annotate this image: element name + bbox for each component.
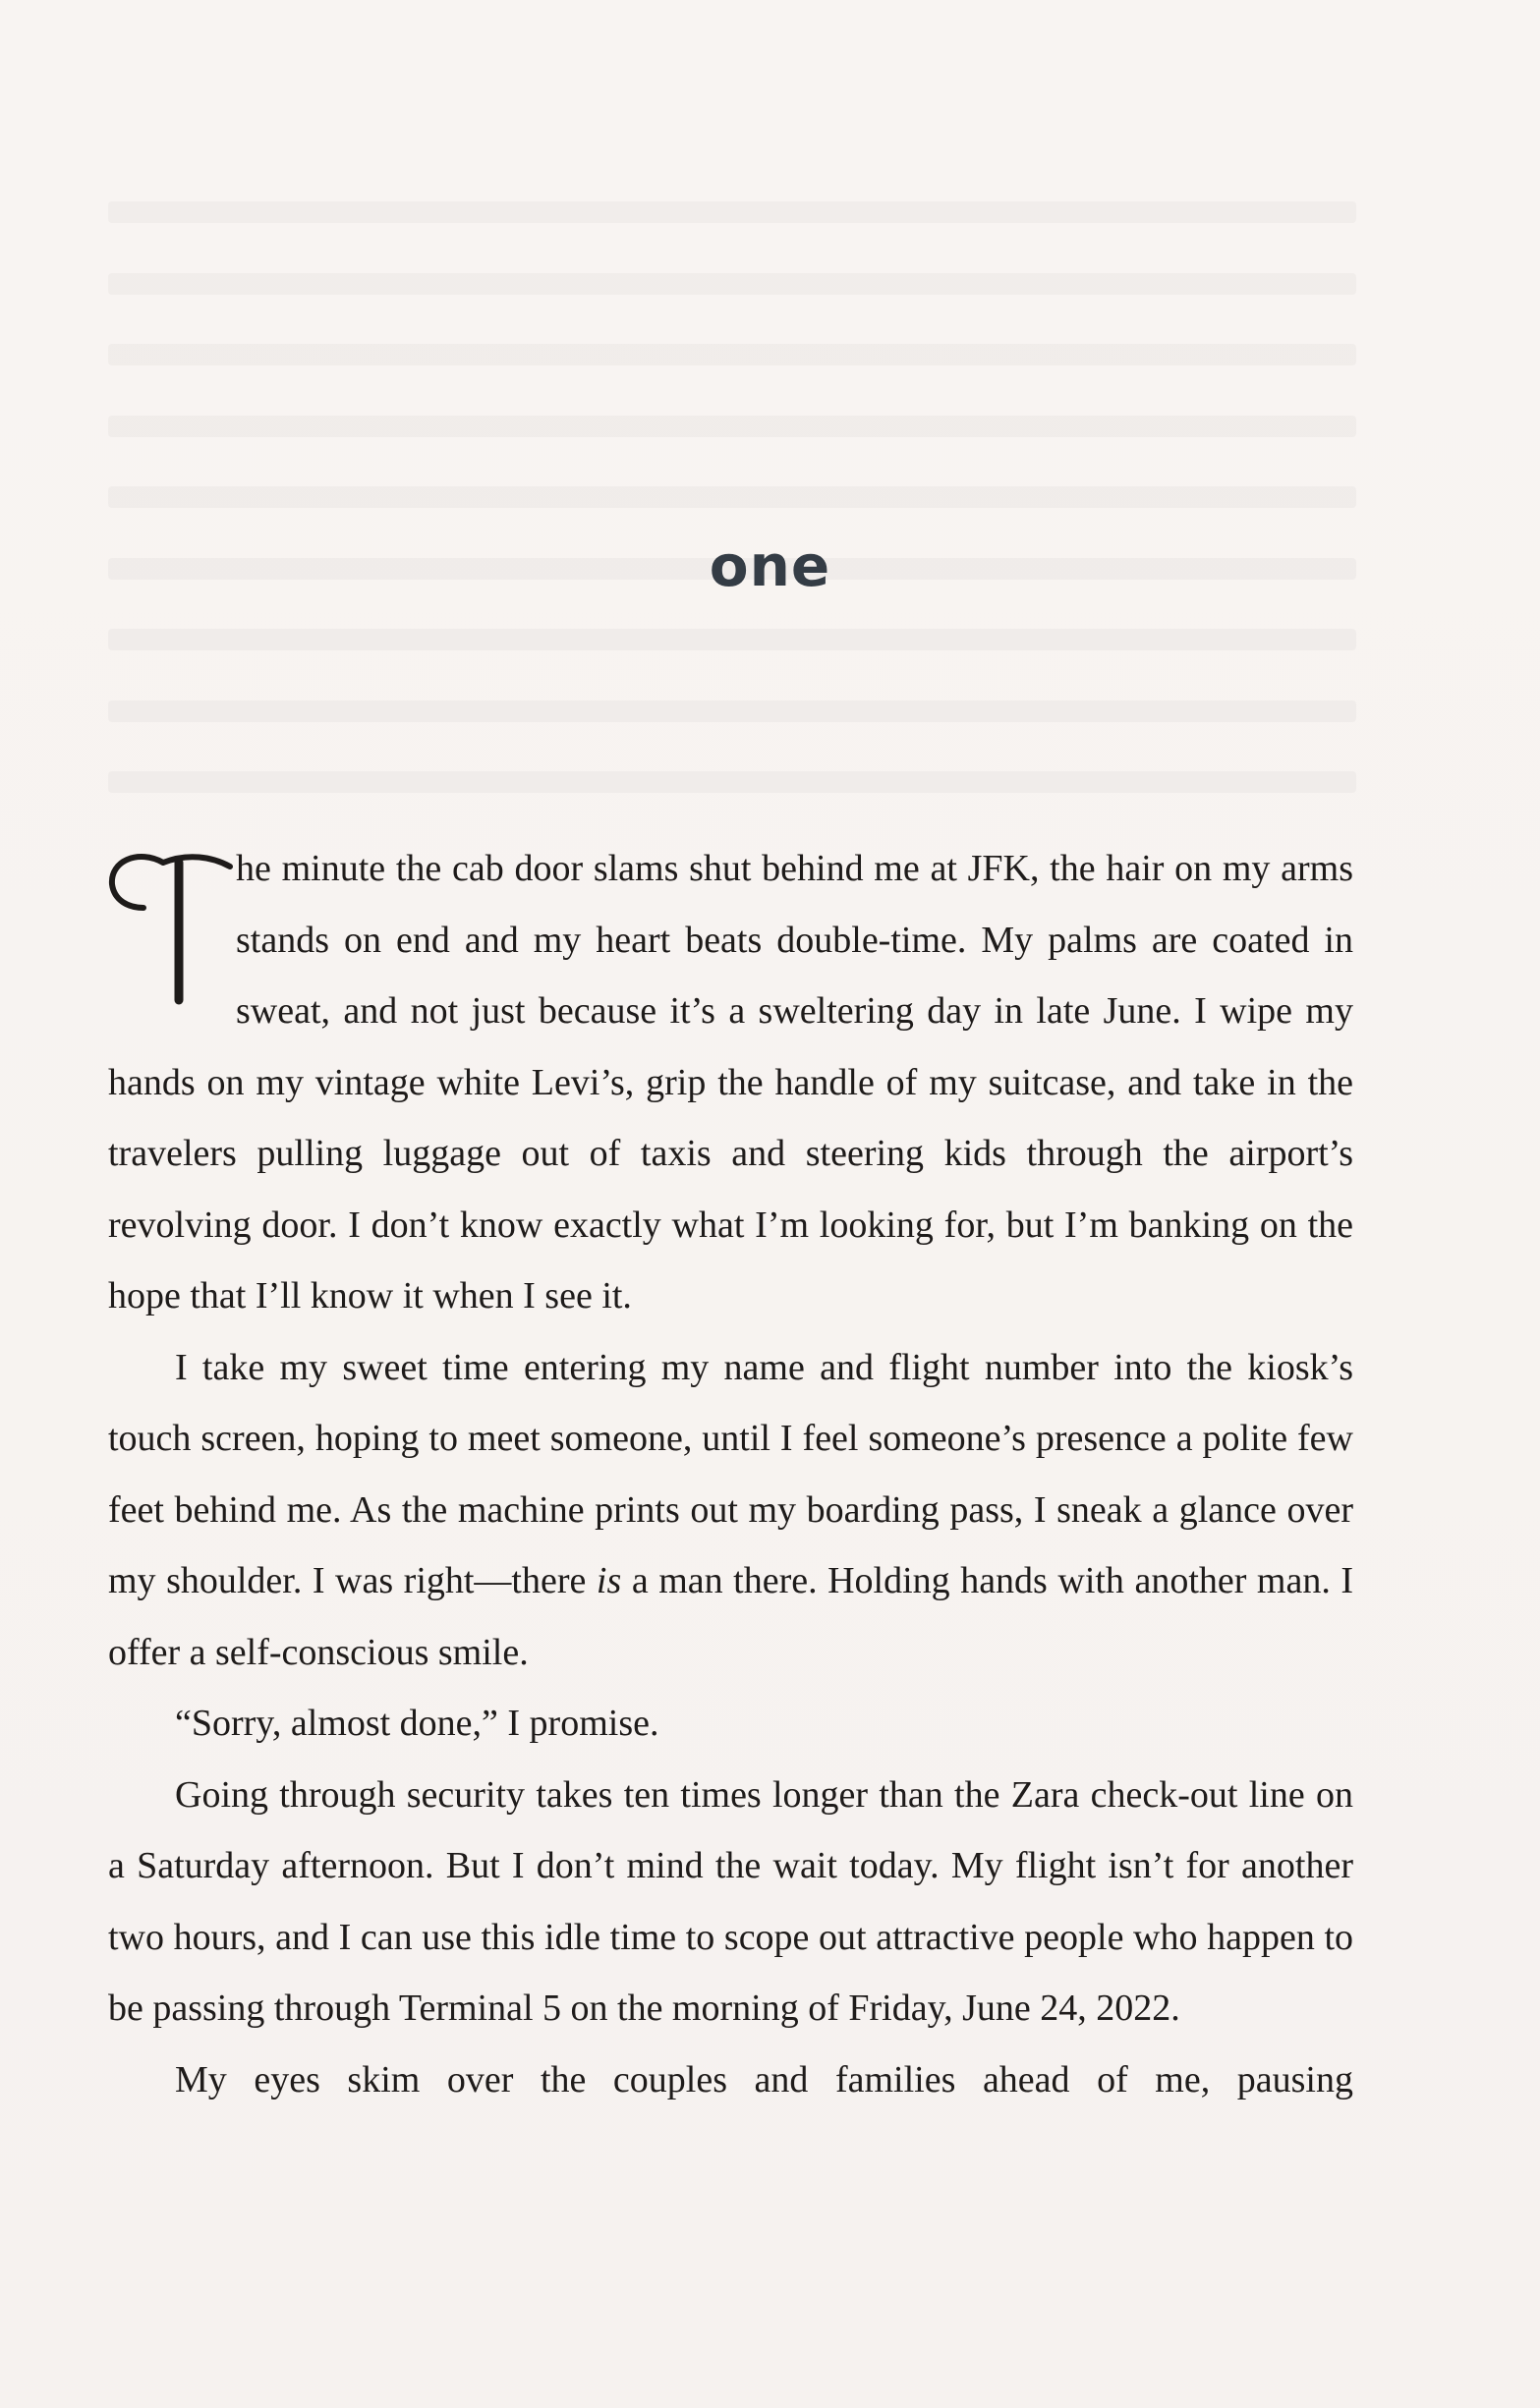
dropcap-t-glyph: [104, 843, 242, 1010]
show-through-line: [108, 700, 1356, 722]
show-through-line: [108, 771, 1356, 793]
paragraph-1-text: he minute the cab door slams shut behind me at JFK, the hair on my arms stands on end and my heart beats double-time. My palms are coated in sweat, and not just because it’s a sweltering day in late June. I wipe my hands on my vintage white Levi’s, grip the handle of my suitcase, and take in the travelers pulling luggage out of taxis and steering kids through the airport’s revolving door. I don’t know exactly what I’m looking for, but I’m banking on the hope that I’ll know it when I see it.: [108, 848, 1353, 1316]
paragraph-5: My eyes skim over the couples and families ahead of me, pausing: [175, 2058, 1353, 2100]
chapter-body: [104, 833, 1354, 2115]
emphasis-is: is: [596, 1560, 622, 1601]
paragraph-2-text-b: a man there. Holding hands with another man. I offer a self-conscious smile.: [108, 1560, 1354, 1673]
show-through-line: [108, 629, 1356, 650]
dropcap: [104, 837, 236, 1014]
chapter-title: one: [709, 532, 831, 599]
show-through-line: [108, 344, 1356, 365]
paragraph-2: [108, 1332, 1353, 1689]
paragraph-2-text-a: I take my sweet time entering my name and flight number into the kiosk’s touch screen, hoping to meet someone, until I feel someone’s presence a polite few feet behind me. As the machine prints out my boarding pass, I sneak a glance over my shoulder. I was right—there: [108, 1346, 1353, 1601]
show-through-line: [108, 201, 1356, 223]
show-through-line: [108, 273, 1356, 295]
paragraph-1: [104, 833, 1353, 1332]
show-through-line: [108, 416, 1356, 437]
show-through-line: [108, 486, 1356, 508]
paragraph-4: Going through security takes ten times longer than the Zara check-out line on a Saturday afternoon. But I don’t mind the wait today. My flight isn’t for another two hours, and I can use this idle time to scope out attractive people who happen to be passing through Terminal 5 on the morning of Friday, June 24, 2022.: [108, 1773, 1353, 2029]
dropcap-letter: T: [104, 843, 105, 844]
paragraph-3: “Sorry, almost done,” I promise.: [175, 1703, 659, 1744]
